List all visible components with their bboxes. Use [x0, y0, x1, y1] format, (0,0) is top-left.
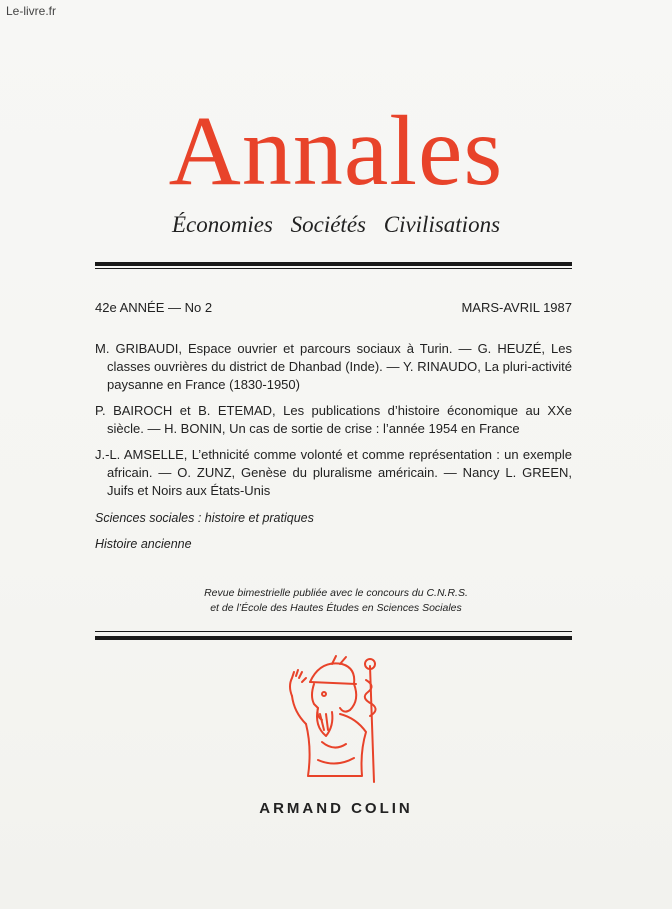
top-rule-thin [95, 268, 572, 269]
journal-subtitle: Économies Sociétés Civilisations [171, 212, 501, 237]
journal-title: Annales [168, 95, 504, 206]
publisher-name: ARMAND COLIN [259, 800, 413, 817]
notice-line-2: et de l’École des Hautes Études en Sciences Sociales [210, 602, 462, 614]
article-entry: J.-L. AMSELLE, L’ethnicité comme volonté et comme représentation : un exemple africain. — O. ZUNZ, Genèse du pluralisme américain. — Nancy L. GREEN, Juifs et Noirs aux États-Unis [95, 447, 572, 498]
bottom-rule-thick [95, 636, 572, 640]
rubric-entry: Histoire ancienne [95, 537, 192, 551]
bottom-rule-thin [95, 631, 572, 632]
rubric-entry: Sciences sociales : histoire et pratiques [95, 511, 314, 525]
table-of-contents [95, 340, 572, 554]
issue-number: 42e ANNÉE — No 2 [95, 300, 213, 315]
article-entry: P. BAIROCH et B. ETEMAD, Les publications d’histoire économique au XXe siècle. — H. BONIN, Un cas de sortie de crise : l’année 1954 en France [95, 403, 572, 436]
hermes-figure-icon [270, 652, 400, 792]
watermark: Le-livre.fr [6, 4, 57, 18]
article-entry: M. GRIBAUDI, Espace ouvrier et parcours sociaux à Turin. — G. HEUZÉ, Les classes ouvrières du district de Dhanbad (Inde). — Y. RINAUDO, La pluri-activité paysanne en France (1830-1950) [95, 341, 572, 392]
notice-line-1: Revue bimestrielle publiée avec le concours du C.N.R.S. [204, 587, 468, 599]
top-rule-thick [95, 262, 572, 266]
publication-notice [0, 586, 672, 616]
issue-date: MARS-AVRIL 1987 [461, 300, 572, 315]
